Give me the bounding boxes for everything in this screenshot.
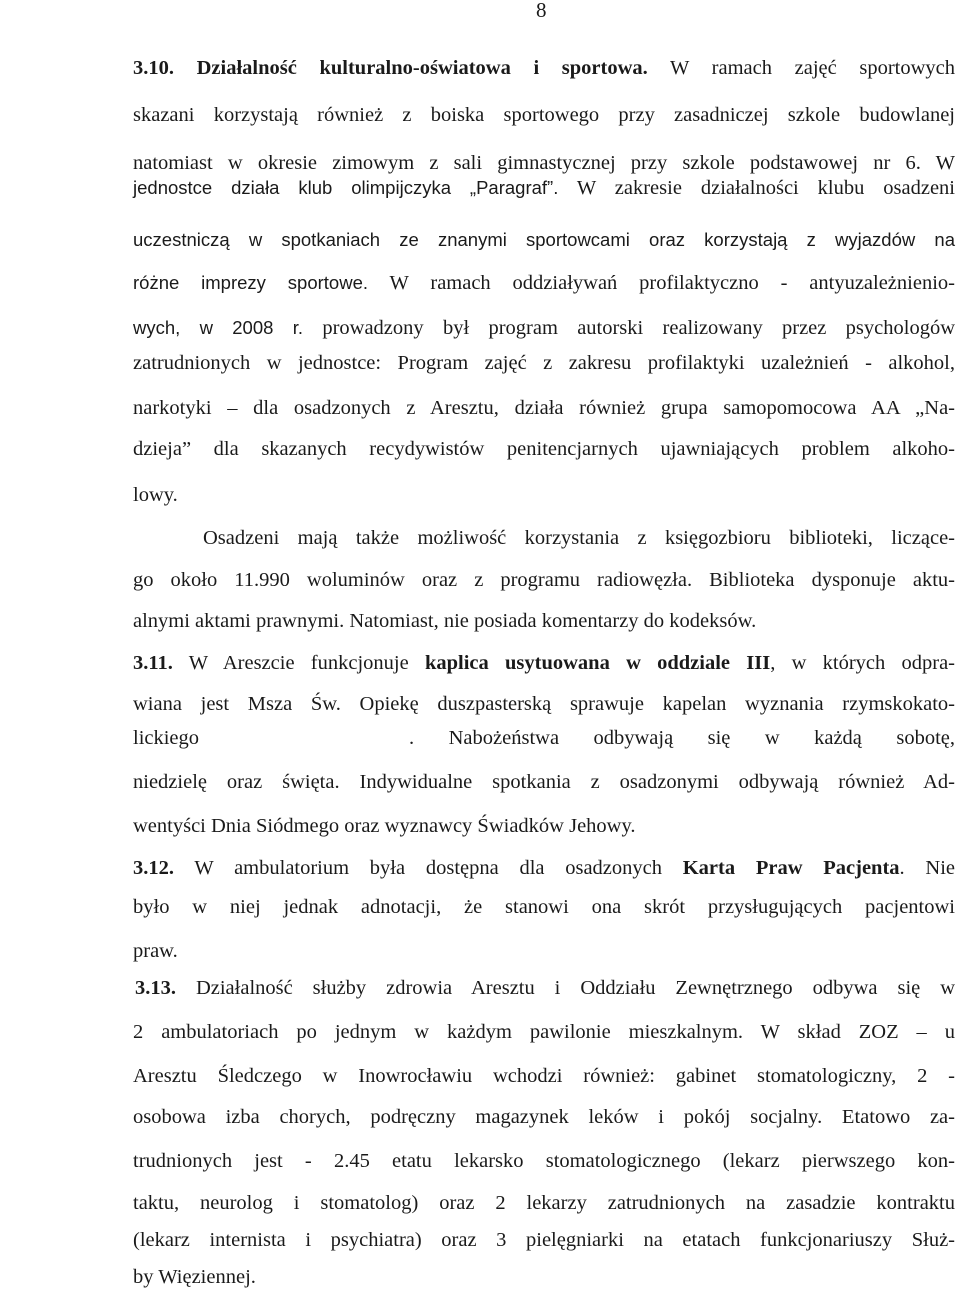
text-run: lickiego xyxy=(133,727,200,749)
text-run: było w niej jednak adnotacji, że stanowi ona skrót przysługujących pacjentowi xyxy=(133,896,955,918)
text-line xyxy=(133,390,955,426)
text-run: uczestniczą w spotkaniach ze znanymi sportowcami oraz korzystają z wyjazdów na xyxy=(133,229,955,250)
text-line xyxy=(133,1058,955,1094)
text-run: dzieja” dla skazanych recydywistów penitencjarnych ujawniających problem alkoho- xyxy=(133,438,955,460)
text-line xyxy=(133,720,955,756)
text-line xyxy=(133,97,955,133)
text-run: skazani korzystają również z boiska sportowego przy zasadniczej szkole budowlanej xyxy=(133,104,955,126)
text-run: by Więziennej. xyxy=(133,1266,256,1288)
text-line xyxy=(133,808,955,844)
text-run: wiana jest Msza Św. Opiekę duszpasterską sprawuje kapelan wyznania rzymskokato- xyxy=(133,693,955,715)
text-run: W ramach oddziaływań profilaktyczno - antyuzależnienio- xyxy=(368,272,955,294)
text-line xyxy=(133,1259,955,1295)
text-line xyxy=(133,562,955,598)
text-run: wentyści Dnia Siódmego oraz wyznawcy Świadków Jehowy. xyxy=(133,815,636,837)
text-line xyxy=(135,970,955,1006)
text-run: lowy. xyxy=(133,484,178,506)
text-run: zatrudnionych w jednostce: Program zajęć z zakresu profilaktyki uzależnień - alkohol, xyxy=(133,352,955,374)
text-run: 2 ambulatoriach po jednym w każdym pawilonie mieszkalnym. W skład ZOZ – u xyxy=(133,1021,955,1043)
text-line xyxy=(133,265,955,301)
text-line xyxy=(133,50,955,86)
text-run: W Areszcie funkcjonuje xyxy=(172,652,425,674)
text-run: (lekarz internista i psychiatra) oraz 3 pielęgniarki na etatach funkcjonariuszy Służ- xyxy=(133,1229,955,1251)
text-line xyxy=(133,1014,955,1050)
bold-text: 3.10. Działalność kulturalno-oświatowa i sportowa. xyxy=(133,57,648,79)
text-line xyxy=(133,345,955,381)
text-line xyxy=(133,603,955,639)
bold-text: 3.13. xyxy=(135,977,176,999)
text-line xyxy=(133,222,955,258)
text-run: osobowa izba chorych, podręczny magazynek leków i pokój socjalny. Etatowo za- xyxy=(133,1106,955,1128)
text-run: Aresztu Śledczego w Inowrocławiu wchodzi również: gabinet stomatologiczny, 2 - xyxy=(133,1065,955,1087)
text-line xyxy=(133,477,955,513)
text-run: W ramach zajęć sportowych xyxy=(647,57,955,79)
text-run: . Nabożeństwa odbywają się w każdą sobotę, xyxy=(409,727,955,749)
text-line xyxy=(133,933,955,969)
text-line xyxy=(133,1222,955,1258)
bold-text: kaplica usytuowana w oddziale III xyxy=(424,652,771,674)
text-line xyxy=(133,645,955,681)
text-line xyxy=(133,1099,955,1135)
text-run: natomiast w okresie zimowym z sali gimnastycznej przy szkole podstawowej nr 6. W xyxy=(133,152,955,174)
bold-text: 3.12. xyxy=(133,857,174,879)
text-run: narkotyki – dla osadzonych z Aresztu, działa również grupa samopomocowa AA „Na- xyxy=(133,397,955,419)
text-run: praw. xyxy=(133,940,178,962)
text-line xyxy=(133,310,955,346)
text-run: niedzielę oraz święta. Indywidualne spotkania z osadzonymi odbywają również Ad- xyxy=(133,771,955,793)
text-line xyxy=(133,889,955,925)
page-number: 8 xyxy=(536,0,547,22)
text-line xyxy=(133,1143,955,1179)
bold-text: 3.11. xyxy=(133,652,173,674)
text-line xyxy=(133,850,955,886)
bold-text: Karta Praw Pacjenta xyxy=(682,857,900,879)
text-run: taktu, neurolog i stomatolog) oraz 2 lekarzy zatrudnionych na zasadzie kontraktu xyxy=(133,1192,955,1214)
text-run: Działalność służby zdrowia Aresztu i Oddziału Zewnętrznego odbywa się w xyxy=(176,977,955,999)
text-run: . Nie xyxy=(899,857,955,879)
text-run: różne imprezy sportowe. xyxy=(133,272,369,293)
text-run: prowadzony był program autorski realizowany przez psychologów xyxy=(303,317,955,339)
text-run: W zakresie działalności klubu osadzeni xyxy=(558,177,956,199)
text-line xyxy=(203,520,955,556)
text-line xyxy=(133,431,955,467)
text-run: W ambulatorium była dostępna dla osadzonych xyxy=(174,857,683,879)
text-run: wych, w 2008 r. xyxy=(133,317,304,338)
text-run: , w których odpra- xyxy=(770,652,956,674)
text-run: go około 11.990 woluminów oraz z programu radiowęzła. Biblioteka dysponuje aktu- xyxy=(133,569,955,591)
text-line xyxy=(133,170,955,206)
text-run: jednostce działa klub olimpijczyka „Paragraf”. xyxy=(133,177,559,198)
text-line xyxy=(133,764,955,800)
text-line xyxy=(133,686,955,722)
text-run: trudnionych jest - 2.45 etatu lekarsko stomatologicznego (lekarz pierwszego kon- xyxy=(133,1150,955,1172)
text-run: Osadzeni mają także możliwość korzystania z księgozbioru biblioteki, liczące- xyxy=(203,527,955,549)
text-line xyxy=(133,1185,955,1221)
text-run: alnymi aktami prawnymi. Natomiast, nie posiada komentarzy do kodeksów. xyxy=(133,610,757,632)
